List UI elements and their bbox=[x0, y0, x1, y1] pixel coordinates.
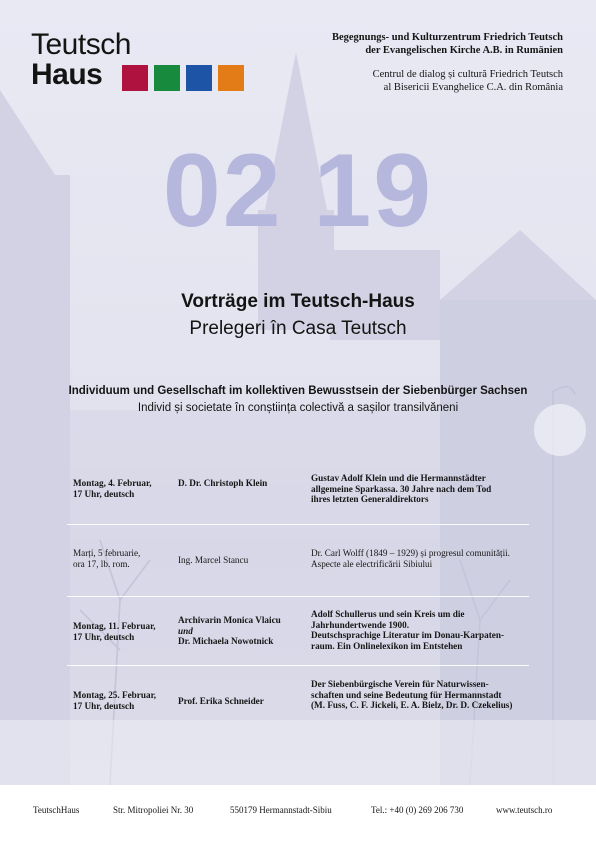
event-date-line: 17 Uhr, deutsch bbox=[73, 700, 135, 711]
event-topic-line: Der Siebenbürgische Verein für Naturwissen- bbox=[311, 679, 489, 689]
event-row bbox=[67, 679, 529, 714]
event-speaker-line: Archivarin Monica Vlaicu bbox=[178, 615, 281, 625]
event-topic-line: allgemeine Sparkassa. 30 Jahre nach dem Tod bbox=[311, 483, 492, 494]
event-date-line: Montag, 4. Februar, bbox=[73, 478, 152, 488]
org-de-line2: der Evangelischen Kirche A.B. in Rumänien bbox=[365, 45, 563, 56]
event-topic bbox=[311, 609, 531, 651]
event-date bbox=[73, 478, 173, 499]
event-speaker-line: Ing. Marcel Stancu bbox=[178, 555, 249, 565]
event-speaker bbox=[178, 478, 298, 489]
event-speaker bbox=[178, 615, 298, 647]
event-topic-line: ihres letzten Generaldirektors bbox=[311, 494, 429, 504]
footer-city: 550179 Hermannstadt-Sibiu bbox=[230, 805, 332, 815]
row-divider bbox=[67, 596, 529, 597]
org-ro-line2: al Bisericii Evanghelice C.A. din România bbox=[383, 82, 563, 93]
organization-name-romanian bbox=[373, 68, 563, 94]
event-topic bbox=[311, 548, 531, 569]
event-topic-line: Jahrhundertwende 1900. bbox=[311, 619, 410, 630]
org-de-line1: Begegnungs- und Kulturzentrum Friedrich Teutsch bbox=[331, 32, 563, 43]
event-date-line: Marți, 5 februarie, bbox=[73, 548, 141, 558]
event-speaker-line: und bbox=[178, 625, 193, 636]
logo-square-blue bbox=[186, 65, 212, 91]
event-date bbox=[73, 548, 173, 569]
row-divider bbox=[67, 524, 529, 525]
event-topic-line: (M. Fuss, C. F. Jickeli, E. A. Bielz, Dr. D. Czekelius) bbox=[311, 700, 513, 710]
event-speaker-line: Prof. Erika Schneider bbox=[178, 696, 264, 706]
event-topic-line: Deutschsprachige Literatur im Donau-Karpaten- bbox=[311, 630, 505, 640]
event-speaker bbox=[178, 696, 298, 707]
row-divider bbox=[67, 665, 529, 666]
event-row bbox=[67, 548, 529, 578]
event-topic-line: Adolf Schullerus und sein Kreis um die bbox=[311, 609, 465, 619]
footer-name: TeutschHaus bbox=[33, 805, 80, 815]
logo-line2: Haus bbox=[31, 58, 103, 91]
event-topic-line: schaften und seine Bedeutung für Hermannstadt bbox=[311, 689, 502, 700]
logo-square-orange bbox=[218, 65, 244, 91]
teutsch-haus-logo bbox=[31, 30, 251, 92]
event-topic-line: Aspecte ale electrificării Sibiului bbox=[311, 558, 433, 569]
logo-line1: Teutsch bbox=[31, 28, 131, 61]
footer-website-link[interactable]: www.teutsch.ro bbox=[496, 805, 553, 815]
event-date bbox=[73, 690, 173, 711]
event-speaker-line: Dr. Michaela Nowotnick bbox=[178, 636, 274, 646]
event-row bbox=[67, 473, 529, 513]
logo-square-green bbox=[154, 65, 180, 91]
event-speaker-line: D. Dr. Christoph Klein bbox=[178, 478, 268, 488]
event-date-line: 17 Uhr, deutsch bbox=[73, 488, 135, 499]
issue-number: 02 19 bbox=[162, 133, 434, 249]
logo-square-red bbox=[122, 65, 148, 91]
series-subtitle-romanian: Individ și societate în conștiința colectivă a sașilor transilvăneni bbox=[137, 402, 459, 414]
event-speaker bbox=[178, 555, 298, 566]
event-topic bbox=[311, 679, 531, 711]
org-ro-line1: Centrul de dialog și cultură Friedrich Teutsch bbox=[372, 69, 563, 80]
event-date-line: 17 Uhr, deutsch bbox=[73, 631, 135, 642]
event-date-line: Montag, 25. Februar, bbox=[73, 690, 157, 700]
event-topic bbox=[311, 473, 531, 505]
event-date-line: Montag, 11. Februar, bbox=[73, 621, 156, 631]
event-row bbox=[67, 609, 529, 654]
series-subtitle-german: Individuum und Gesellschaft im kollektiven Bewusstsein der Siebenbürger Sachsen bbox=[68, 385, 528, 397]
footer-phone: Tel.: +40 (0) 269 206 730 bbox=[371, 805, 464, 815]
event-topic-line: raum. Ein Onlinelexikon im Entstehen bbox=[311, 640, 463, 651]
organization-name-german bbox=[332, 31, 563, 57]
event-topic-line: Gustav Adolf Klein und die Hermannstädter bbox=[311, 473, 486, 483]
page-title-german: Vorträge im Teutsch-Haus bbox=[181, 291, 415, 312]
event-topic-line: Dr. Carl Wolff (1849 – 1929) și progresul comunității. bbox=[311, 548, 510, 558]
page-title-romanian: Prelegeri în Casa Teutsch bbox=[189, 318, 407, 339]
footer-street: Str. Mitropoliei Nr. 30 bbox=[113, 805, 194, 815]
event-date bbox=[73, 621, 173, 642]
event-date-line: ora 17, lb. rom. bbox=[73, 558, 130, 569]
footer bbox=[0, 785, 596, 842]
